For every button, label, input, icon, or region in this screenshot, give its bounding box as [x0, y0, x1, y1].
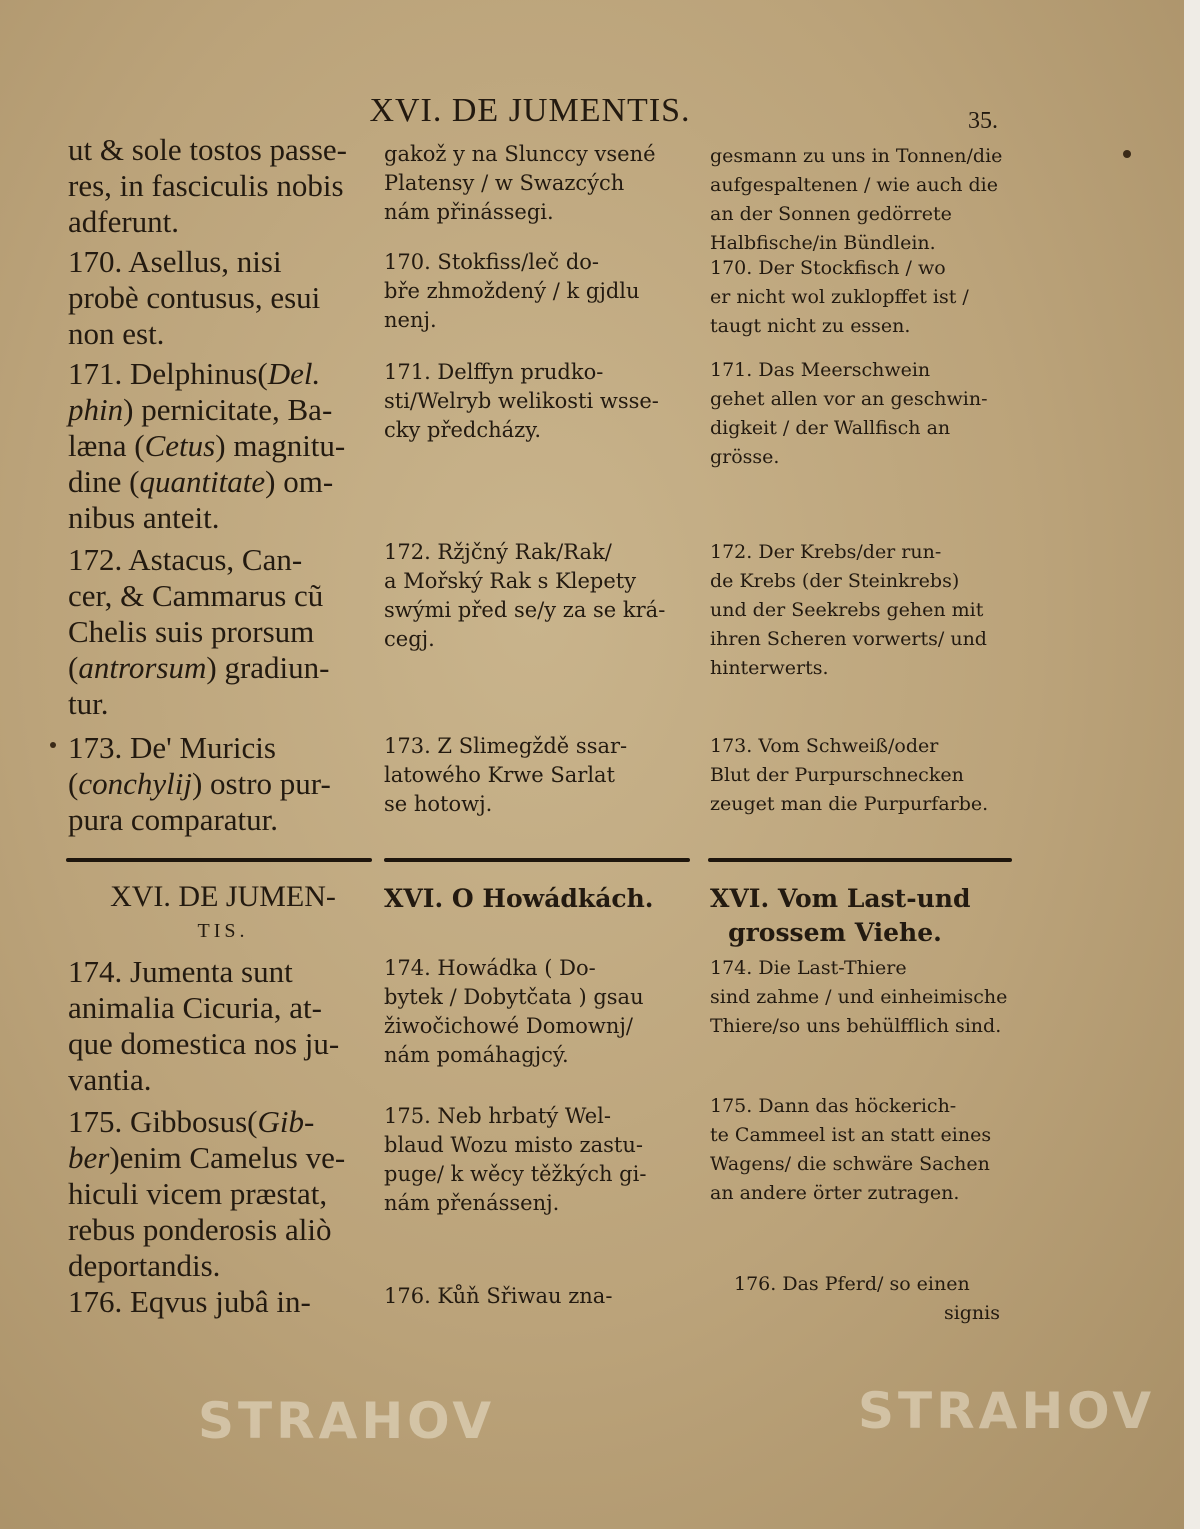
- german-text: 171. Das Meerschwein gehet allen vor an geschwin- digkeit / der Wallfisch an grösse.: [710, 359, 988, 468]
- czech-item-174: [384, 954, 700, 1070]
- czech-section-heading: XVI. O Howádkách.: [384, 884, 654, 913]
- latin-continuation: [68, 132, 378, 240]
- german-item-175: [710, 1092, 1020, 1208]
- czech-text: gakož y na Slunccy vsené Platensy / w Swazcých nám přinássegi.: [384, 142, 656, 224]
- latin-item-174: [68, 954, 378, 1098]
- czech-text: 171. Delffyn prudko- sti/Welryb welikosti wsse- cky předcházy.: [384, 360, 659, 442]
- latin-gloss: Gib- ber: [68, 1104, 315, 1175]
- czech-text: 176. Kůň Sřiwau zna-: [384, 1284, 613, 1308]
- czech-text: 170. Stokfiss/leč do- bře zhmoždený / k gjdlu nenj.: [384, 250, 640, 332]
- watermark-right: STRAHOV: [858, 1382, 1156, 1440]
- latin-item-170: [68, 244, 378, 352]
- latin-item-176: [68, 1284, 378, 1320]
- czech-text: 175. Neb hrbatý Wel- blaud Wozu misto zastu- puge/ k wěcy těžkých gi- nám přenássenj.: [384, 1104, 647, 1215]
- czech-item-173: [384, 732, 700, 819]
- running-header: XVI. DE JUMENTIS.: [369, 92, 691, 129]
- latin-number: 171.: [68, 356, 123, 391]
- german-item-171: [710, 356, 1020, 472]
- czech-text: 173. Z Slimegždě ssar- latowého Krwe Sarlat se hotowj.: [384, 734, 628, 816]
- czech-continuation: [384, 140, 700, 227]
- latin-section-heading: [68, 880, 378, 948]
- german-text: 174. Die Last-Thiere sind zahme / und einheimische Thiere/so uns behülfflich sind.: [710, 957, 1008, 1037]
- german-text: signis: [943, 1302, 1000, 1324]
- latin-gloss: Del. phin: [68, 356, 321, 427]
- german-item-176: [710, 1270, 1020, 1328]
- german-column: [710, 142, 1020, 1342]
- latin-text: 172. Astacus, Can- cer, & Cammarus cũ Chelis suis prorsum (: [68, 542, 324, 685]
- german-text: 176. Das Pferd/ so einen: [734, 1273, 970, 1295]
- czech-item-170: [384, 248, 700, 335]
- czech-item-172: [384, 538, 700, 654]
- czech-item-176: [384, 1282, 700, 1311]
- latin-gloss: antrorsum: [78, 650, 207, 685]
- latin-text: ) pernicitate, Ba- læna (: [68, 392, 333, 463]
- latin-text: 176. Eqvus jubâ in-: [68, 1284, 311, 1319]
- page-number: 35.: [968, 108, 998, 134]
- czech-item-171: [384, 358, 700, 445]
- german-text: 170. Der Stockfisch / wo er nicht wol zuklopffet ist / taugt nicht zu essen.: [710, 257, 969, 337]
- czech-text: 174. Howádka ( Do- bytek / Dobytčata ) gsau žiwočichowé Domownj/ nám pomáhagjcý.: [384, 956, 644, 1067]
- czech-column: [384, 140, 700, 1340]
- latin-item-173: [68, 730, 378, 838]
- latin-text: 173. De' Muricis (: [68, 730, 276, 801]
- german-item-174: [710, 954, 1020, 1041]
- ink-spot: [50, 742, 56, 748]
- latin-text: Delphinus(: [130, 356, 268, 391]
- german-item-173: [710, 732, 1020, 819]
- german-text: 173. Vom Schweiß/oder Blut der Purpurschnecken zeuget man die Purpurfarbe.: [710, 735, 989, 815]
- latin-text: ut & sole tostos passe- res, in fasciculis nobis adferunt.: [68, 132, 347, 239]
- column-divider-rule: [708, 858, 1012, 862]
- heading-line: XVI. Vom Last-und: [710, 884, 971, 913]
- latin-gloss: Cetus: [144, 428, 216, 463]
- czech-text: 172. Ržjčný Rak/Rak/ a Mořský Rak s Klepety swými před se/y za se krá- cegj.: [384, 540, 666, 651]
- german-text: gesmann zu uns in Tonnen/die aufgespaltenen / wie auch die an der Sonnen gedörrete Halbfische/in Bündlein.: [710, 145, 1003, 254]
- latin-text: 170. Asellus, nisi probè contusus, esui non est.: [68, 244, 321, 351]
- watermark-left: STRAHOV: [198, 1392, 496, 1450]
- czech-item-175: [384, 1102, 700, 1218]
- column-divider-rule: [66, 858, 372, 862]
- latin-text: )enim Camelus ve- hiculi vicem præstat, rebus ponderosis aliò deportandis.: [68, 1140, 346, 1283]
- latin-text: ) om- nibus anteit.: [68, 464, 334, 535]
- german-item-172: [710, 538, 1020, 683]
- latin-text: 175. Gibbosus(: [68, 1104, 258, 1139]
- ink-spot: [1123, 150, 1131, 158]
- column-divider-rule: [384, 858, 690, 862]
- latin-text: 174. Jumenta sunt animalia Cicuria, at- que domestica nos ju- vantia.: [68, 954, 340, 1097]
- german-continuation: [710, 142, 1020, 258]
- german-text: 172. Der Krebs/der run- de Krebs (der Steinkrebs) und der Seekrebs gehen mit ihren Scheren vorwerts/ und hinterwerts.: [710, 541, 987, 679]
- latin-item-172: [68, 542, 378, 722]
- latin-column: [68, 132, 378, 1332]
- latin-text: ) ostro pur- pura comparatur.: [68, 766, 331, 837]
- german-section-heading: [710, 882, 1020, 950]
- heading-line: XVI. DE JUMEN-: [110, 880, 336, 913]
- latin-gloss: quantitate: [139, 464, 266, 499]
- german-item-170: [710, 254, 1020, 341]
- latin-item-175: [68, 1104, 378, 1284]
- latin-item-171: [68, 356, 378, 536]
- latin-text: ) magnitu- dine (: [68, 428, 346, 499]
- latin-text: ) gradiun- tur.: [68, 650, 330, 721]
- latin-gloss: conchylij: [78, 766, 192, 801]
- german-text: 175. Dann das höckerich- te Cammeel ist an statt eines Wagens/ die schwäre Sachen an andere örter zutragen.: [710, 1095, 992, 1204]
- heading-line: grossem Viehe.: [728, 918, 942, 947]
- heading-line: TIS.: [197, 920, 249, 942]
